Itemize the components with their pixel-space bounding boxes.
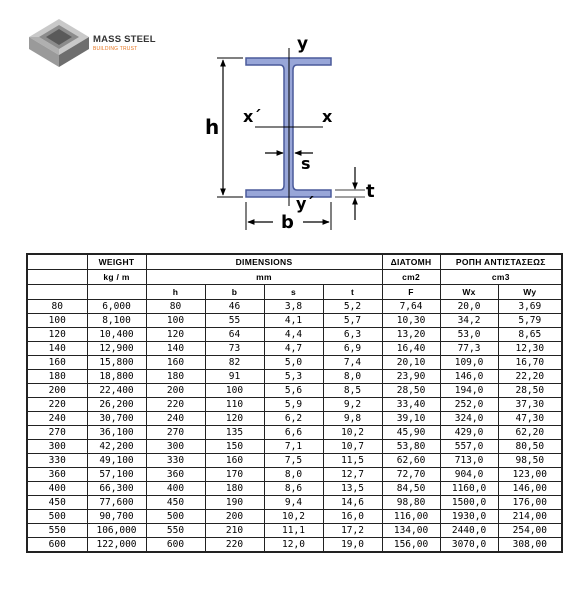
cell-weight: 106,000 [87, 524, 146, 538]
cell-b: 220 [205, 538, 264, 553]
cell-profile: 450 [27, 496, 87, 510]
cell-wy: 176,00 [498, 496, 562, 510]
cell-weight: 49,100 [87, 454, 146, 468]
label-y-bottom: y´ [296, 194, 315, 213]
cell-s: 6,2 [264, 412, 323, 426]
cell-s: 5,9 [264, 398, 323, 412]
cell-t: 6,3 [323, 328, 382, 342]
cell-b: 110 [205, 398, 264, 412]
cell-b: 82 [205, 356, 264, 370]
cell-h: 360 [146, 468, 205, 482]
cell-f: 156,00 [382, 538, 440, 553]
cell-profile: 160 [27, 356, 87, 370]
cell-b: 55 [205, 314, 264, 328]
table-row [27, 300, 562, 314]
header-section-unit: cm2 [382, 270, 440, 285]
cell-s: 7,5 [264, 454, 323, 468]
cell-s: 9,4 [264, 496, 323, 510]
cell-b: 160 [205, 454, 264, 468]
cell-s: 5,3 [264, 370, 323, 384]
header-row-symbols [27, 285, 562, 300]
cell-f: 39,10 [382, 412, 440, 426]
cell-profile: 600 [27, 538, 87, 553]
cell-t: 19,0 [323, 538, 382, 553]
cell-wy: 80,50 [498, 440, 562, 454]
pyramid-logo-icon [27, 17, 91, 69]
cell-wy: 214,00 [498, 510, 562, 524]
cell-h: 160 [146, 356, 205, 370]
cell-t: 5,7 [323, 314, 382, 328]
cell-s: 4,4 [264, 328, 323, 342]
cell-f: 13,20 [382, 328, 440, 342]
cell-b: 91 [205, 370, 264, 384]
header-b: b [205, 285, 264, 300]
cell-b: 210 [205, 524, 264, 538]
table-row [27, 328, 562, 342]
cell-t: 8,0 [323, 370, 382, 384]
table-row [27, 468, 562, 482]
cell-s: 12,0 [264, 538, 323, 553]
header-blank [27, 254, 87, 270]
cell-weight: 66,300 [87, 482, 146, 496]
label-h: h [205, 115, 220, 139]
cell-s: 6,6 [264, 426, 323, 440]
cell-wx: 324,0 [440, 412, 498, 426]
cell-profile: 400 [27, 482, 87, 496]
cell-weight: 10,400 [87, 328, 146, 342]
cell-wy: 16,70 [498, 356, 562, 370]
header-moment-unit: cm3 [440, 270, 562, 285]
cell-wy: 62,20 [498, 426, 562, 440]
logo-name: MASS STEEL [93, 34, 156, 45]
cell-f: 28,50 [382, 384, 440, 398]
cell-t: 16,0 [323, 510, 382, 524]
cell-s: 4,7 [264, 342, 323, 356]
cell-f: 10,30 [382, 314, 440, 328]
cell-profile: 240 [27, 412, 87, 426]
cell-t: 8,5 [323, 384, 382, 398]
cell-b: 64 [205, 328, 264, 342]
table-row [27, 370, 562, 384]
header-wx: Wx [440, 285, 498, 300]
cell-t: 13,5 [323, 482, 382, 496]
table-row [27, 538, 562, 553]
table-row [27, 440, 562, 454]
cell-wx: 146,0 [440, 370, 498, 384]
cell-s: 4,1 [264, 314, 323, 328]
cell-t: 10,2 [323, 426, 382, 440]
label-y-top: y [297, 34, 309, 54]
cell-b: 120 [205, 412, 264, 426]
cell-profile: 500 [27, 510, 87, 524]
cell-wy: 8,65 [498, 328, 562, 342]
cell-weight: 6,000 [87, 300, 146, 314]
cell-wx: 53,0 [440, 328, 498, 342]
cell-wx: 1160,0 [440, 482, 498, 496]
cell-s: 8,6 [264, 482, 323, 496]
cell-t: 10,7 [323, 440, 382, 454]
cell-wy: 308,00 [498, 538, 562, 553]
cell-wy: 37,30 [498, 398, 562, 412]
cell-profile: 300 [27, 440, 87, 454]
header-dimensions: DIMENSIONS [146, 254, 382, 270]
cell-weight: 26,200 [87, 398, 146, 412]
label-x-left: x´ [243, 107, 262, 126]
table-row [27, 510, 562, 524]
cell-s: 5,0 [264, 356, 323, 370]
cell-weight: 8,100 [87, 314, 146, 328]
cell-profile: 120 [27, 328, 87, 342]
header-weight: WEIGHT [87, 254, 146, 270]
cell-t: 9,2 [323, 398, 382, 412]
cell-t: 9,8 [323, 412, 382, 426]
cell-f: 33,40 [382, 398, 440, 412]
cell-wx: 904,0 [440, 468, 498, 482]
cell-b: 180 [205, 482, 264, 496]
cell-h: 600 [146, 538, 205, 553]
cell-b: 46 [205, 300, 264, 314]
table-row [27, 384, 562, 398]
cell-t: 11,5 [323, 454, 382, 468]
cell-s: 3,8 [264, 300, 323, 314]
label-x-right: x [322, 107, 333, 126]
cell-weight: 122,000 [87, 538, 146, 553]
cell-s: 10,2 [264, 510, 323, 524]
cell-profile: 80 [27, 300, 87, 314]
cell-h: 300 [146, 440, 205, 454]
cell-wx: 252,0 [440, 398, 498, 412]
header-blank [87, 285, 146, 300]
header-f: F [382, 285, 440, 300]
cell-h: 220 [146, 398, 205, 412]
cell-f: 116,00 [382, 510, 440, 524]
header-dimensions-unit: mm [146, 270, 382, 285]
cell-b: 100 [205, 384, 264, 398]
cell-f: 16,40 [382, 342, 440, 356]
cell-weight: 22,400 [87, 384, 146, 398]
cell-h: 140 [146, 342, 205, 356]
cell-h: 270 [146, 426, 205, 440]
logo-wordmark [93, 34, 156, 52]
label-s: s [301, 154, 311, 173]
cell-b: 170 [205, 468, 264, 482]
cell-f: 62,60 [382, 454, 440, 468]
cell-wy: 98,50 [498, 454, 562, 468]
cell-f: 134,00 [382, 524, 440, 538]
cell-weight: 36,100 [87, 426, 146, 440]
company-logo [27, 17, 177, 69]
cell-wx: 20,0 [440, 300, 498, 314]
cell-weight: 57,100 [87, 468, 146, 482]
table-row [27, 496, 562, 510]
cell-h: 120 [146, 328, 205, 342]
cell-wy: 22,20 [498, 370, 562, 384]
label-b: b [281, 212, 294, 233]
header-wy: Wy [498, 285, 562, 300]
table-row [27, 412, 562, 426]
cell-weight: 90,700 [87, 510, 146, 524]
cell-h: 240 [146, 412, 205, 426]
cell-f: 7,64 [382, 300, 440, 314]
cell-b: 135 [205, 426, 264, 440]
cell-h: 100 [146, 314, 205, 328]
cell-f: 98,80 [382, 496, 440, 510]
cell-wy: 47,30 [498, 412, 562, 426]
cell-wx: 1930,0 [440, 510, 498, 524]
cell-t: 5,2 [323, 300, 382, 314]
header-t: t [323, 285, 382, 300]
header-weight-unit: kg / m [87, 270, 146, 285]
table-row [27, 454, 562, 468]
cell-f: 45,90 [382, 426, 440, 440]
cell-wx: 3070,0 [440, 538, 498, 553]
header-blank [27, 270, 87, 285]
header-h: h [146, 285, 205, 300]
cell-h: 200 [146, 384, 205, 398]
cell-wx: 557,0 [440, 440, 498, 454]
cell-s: 7,1 [264, 440, 323, 454]
header-moment: ΡΟΠΗ ΑΝΤΙΣΤΑΣΕΩΣ [440, 254, 562, 270]
logo-tagline: BUILDING TRUST [93, 46, 138, 52]
cell-wy: 5,79 [498, 314, 562, 328]
cell-weight: 30,700 [87, 412, 146, 426]
cell-wy: 3,69 [498, 300, 562, 314]
cell-t: 14,6 [323, 496, 382, 510]
table-row [27, 398, 562, 412]
cell-profile: 100 [27, 314, 87, 328]
table-row [27, 356, 562, 370]
cell-h: 330 [146, 454, 205, 468]
cell-f: 72,70 [382, 468, 440, 482]
cell-h: 550 [146, 524, 205, 538]
cell-wx: 77,3 [440, 342, 498, 356]
cell-wy: 254,00 [498, 524, 562, 538]
cell-wy: 12,30 [498, 342, 562, 356]
header-blank [27, 285, 87, 300]
cell-profile: 180 [27, 370, 87, 384]
cell-profile: 550 [27, 524, 87, 538]
ibeam-spec-table [26, 253, 563, 553]
cell-wy: 28,50 [498, 384, 562, 398]
cell-profile: 200 [27, 384, 87, 398]
cell-wx: 194,0 [440, 384, 498, 398]
cell-s: 11,1 [264, 524, 323, 538]
cell-profile: 360 [27, 468, 87, 482]
cell-profile: 220 [27, 398, 87, 412]
cell-wx: 1500,0 [440, 496, 498, 510]
header-row-titles [27, 254, 562, 270]
table-row [27, 482, 562, 496]
cell-wx: 429,0 [440, 426, 498, 440]
cell-wx: 713,0 [440, 454, 498, 468]
ibeam-section-diagram [205, 30, 395, 240]
cell-s: 5,6 [264, 384, 323, 398]
cell-h: 400 [146, 482, 205, 496]
cell-profile: 270 [27, 426, 87, 440]
cell-f: 23,90 [382, 370, 440, 384]
label-t: t [366, 181, 375, 202]
table-row [27, 314, 562, 328]
header-section: ΔΙΑΤΟΜΗ [382, 254, 440, 270]
cell-h: 180 [146, 370, 205, 384]
table-row [27, 524, 562, 538]
cell-f: 84,50 [382, 482, 440, 496]
header-row-units [27, 270, 562, 285]
cell-profile: 140 [27, 342, 87, 356]
cell-weight: 42,200 [87, 440, 146, 454]
cell-t: 12,7 [323, 468, 382, 482]
cell-t: 17,2 [323, 524, 382, 538]
cell-b: 73 [205, 342, 264, 356]
cell-b: 200 [205, 510, 264, 524]
cell-f: 20,10 [382, 356, 440, 370]
cell-h: 450 [146, 496, 205, 510]
cell-b: 150 [205, 440, 264, 454]
cell-wx: 34,2 [440, 314, 498, 328]
cell-weight: 18,800 [87, 370, 146, 384]
table-row [27, 342, 562, 356]
cell-wy: 123,00 [498, 468, 562, 482]
cell-profile: 330 [27, 454, 87, 468]
cell-b: 190 [205, 496, 264, 510]
cell-weight: 77,600 [87, 496, 146, 510]
cell-wx: 2440,0 [440, 524, 498, 538]
cell-t: 6,9 [323, 342, 382, 356]
header-s: s [264, 285, 323, 300]
cell-s: 8,0 [264, 468, 323, 482]
cell-h: 80 [146, 300, 205, 314]
cell-weight: 12,900 [87, 342, 146, 356]
cell-weight: 15,800 [87, 356, 146, 370]
cell-h: 500 [146, 510, 205, 524]
cell-wy: 146,00 [498, 482, 562, 496]
cell-wx: 109,0 [440, 356, 498, 370]
cell-t: 7,4 [323, 356, 382, 370]
cell-f: 53,80 [382, 440, 440, 454]
table-row [27, 426, 562, 440]
